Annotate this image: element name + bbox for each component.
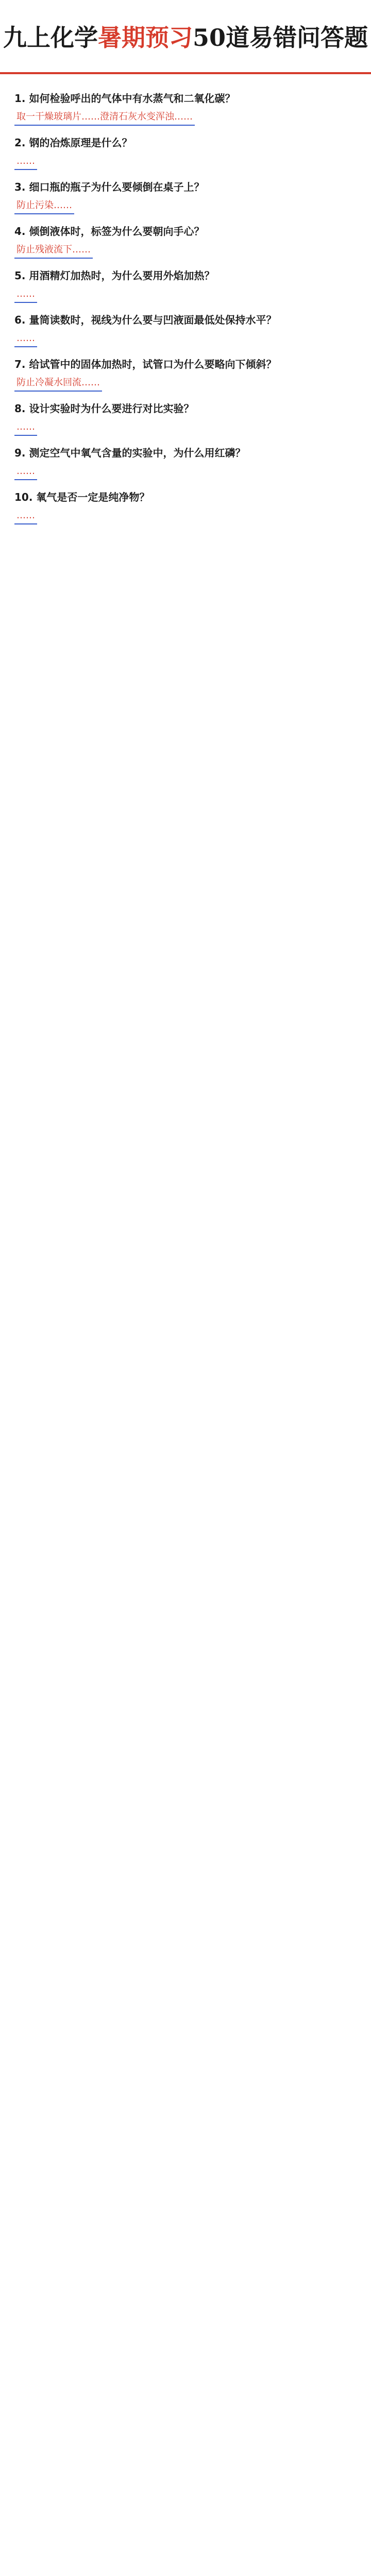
question: 4. 倾倒液体时，标签为什么要朝向手心？ [14, 225, 205, 238]
question: 10. 氧气是否一定是纯净物？ [14, 491, 150, 503]
title-part3: 50道易错问答题 [192, 24, 368, 52]
answer: 防止残液流下…… [14, 242, 93, 259]
question: 6. 量筒读数时，视线为什么要与凹液面最低处保持水平？ [14, 314, 277, 326]
qa-item [14, 91, 357, 131]
qa-item [14, 312, 357, 352]
title-part2: 暑期预习 [97, 24, 193, 52]
qa-item [14, 357, 357, 397]
question: 2. 钢的冶炼原理是什么？ [14, 137, 132, 149]
qa-item [14, 401, 357, 441]
question: 9. 测定空气中氧气含量的实验中，为什么用红磷？ [14, 447, 246, 459]
title-part1: 九上化学 [3, 24, 98, 52]
qa-item [14, 268, 357, 308]
question: 3. 细口瓶的瓶子为什么要倾倒在桌子上？ [14, 181, 205, 193]
qa-item [14, 179, 357, 219]
qa-item [14, 489, 357, 530]
answer: 防止冷凝水回流…… [14, 375, 102, 392]
answer: …… [14, 331, 37, 347]
question: 7. 给试管中的固体加热时，试管口为什么要略向下倾斜？ [14, 358, 277, 370]
answer: …… [14, 508, 37, 524]
answer: …… [14, 286, 37, 303]
answer: 防止污染…… [14, 198, 74, 214]
qa-item [14, 135, 357, 175]
question: 1. 如何检验呼出的气体中有水蒸气和二氧化碳？ [14, 92, 235, 105]
qa-item [14, 445, 357, 485]
qa-item [14, 224, 357, 264]
answer: …… [14, 419, 37, 436]
answer: …… [14, 154, 37, 170]
qa-section-1 [0, 74, 371, 535]
question: 8. 设计实验时为什么要进行对比实验？ [14, 402, 194, 415]
page-title [0, 0, 371, 74]
answer: …… [14, 464, 37, 480]
question: 5. 用酒精灯加热时，为什么要用外焰加热？ [14, 269, 215, 282]
answer: 取一干燥玻璃片……澄清石灰水变浑浊…… [14, 109, 195, 126]
